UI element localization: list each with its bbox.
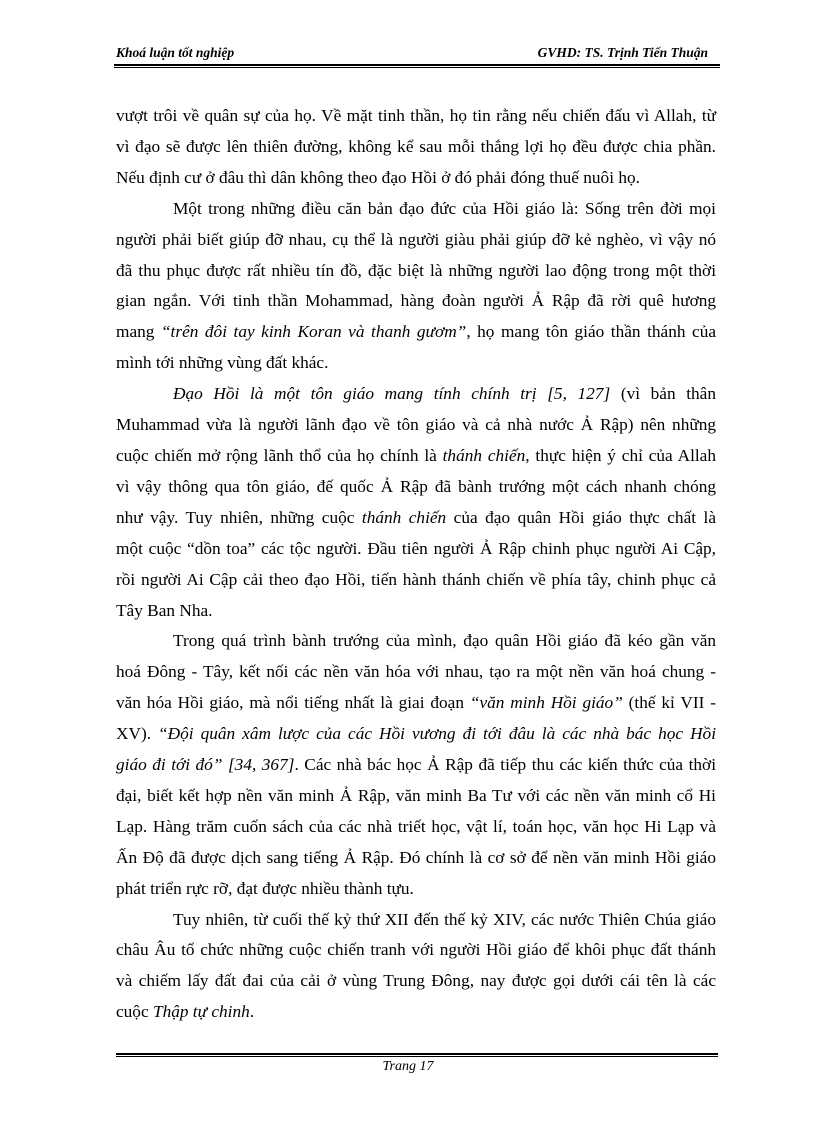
citation-text: Đạo Hồi là một tôn giáo mang tính chính trị [5, 127]	[173, 384, 611, 404]
text-line: văn hóa Hồi giáo, mà nổi tiếng nhất là giai đoạn “văn minh Hồi giáo” (thế kỉ VII -	[116, 693, 716, 713]
page-header	[114, 44, 720, 64]
text-line: XV). “Đội quân xâm lược của các Hồi vương đi tới đâu là các nhà bác học Hồi	[116, 724, 716, 744]
paragraph	[116, 626, 716, 904]
header-advisor-label: GVHD: TS. Trịnh Tiến Thuận	[537, 45, 708, 60]
page-number: Trang 17	[382, 1059, 434, 1074]
text-line: đã thu phục được rất nhiều tín đồ, đặc biệt là những người lao động trong một thời	[116, 260, 716, 280]
paragraph	[116, 905, 716, 1029]
text-line: như vậy. Tuy nhiên, những cuộc thánh chiến của đạo quân Hồi giáo thực chất là	[116, 507, 717, 527]
text-line: giáo đi tới đó” [34, 367]. Các nhà bác học Ả Rập đã tiếp thu các kiến thức của thời	[116, 755, 716, 775]
text-line: Tây Ban Nha.	[116, 600, 213, 620]
text-line: Đạo Hồi là một tôn giáo mang tính chính trị [5, 127] (vì bản thân	[173, 384, 716, 404]
text-line: Trong quá trình bành trướng của mình, đạo quân Hồi giáo đã kéo gần văn	[173, 631, 716, 651]
quoted-text: giáo đi tới đó” [34, 367]	[116, 755, 295, 775]
text-line: đại, biết kết hợp nền văn minh Ả Rập, văn minh Ba Tư với các nền văn minh cổ Hi	[116, 785, 716, 805]
document-body	[116, 101, 716, 1028]
text-line: Tuy nhiên, từ cuối thế kỷ thứ XII đến thế kỷ XIV, các nước Thiên Chúa giáo	[173, 909, 716, 929]
text-line: vì đạo sẽ được lên thiên đường, không kể sau mỗi thắng lợi họ đều được chia phần.	[116, 136, 716, 156]
text-line: hoá Đông - Tây, kết nối các nền văn hóa với nhau, tạo ra một nền văn hoá chung -	[116, 662, 716, 682]
text-line: mang “trên đôi tay kinh Koran và thanh gươm”, họ mang tôn giáo thần thánh của	[116, 322, 717, 342]
text-line: vì vậy thông qua tôn giáo, đế quốc Ả Rập đã bành trướng một cách nhanh chóng	[116, 476, 716, 496]
footer-rule-thin	[116, 1056, 718, 1057]
text-line: vượt trôi về quân sự của họ. Về mặt tinh thần, họ tin rằng nếu chiến đấu vì Allah, từ	[116, 106, 716, 125]
paragraph	[116, 101, 716, 194]
header-thesis-label: Khoá luận tốt nghiệp	[116, 45, 235, 60]
text-line: phát triển rực rỡ, đạt được nhiều thành tựu.	[116, 878, 414, 898]
text-line: Lạp. Hàng trăm cuốn sách của các nhà triết học, vật lí, toán học, văn học Hi Lạp và	[116, 816, 716, 836]
text-line: Ấn Độ đã được dịch sang tiếng Ả Rập. Đó chính là cơ sở để nền văn minh Hồi giáo	[116, 847, 716, 867]
paragraph	[116, 379, 716, 626]
header-rule-thin	[114, 67, 720, 68]
paragraph	[116, 194, 716, 379]
emphasis-text: thánh chiến	[361, 507, 447, 527]
text-line: cuộc Thập tự chinh.	[116, 1002, 255, 1022]
emphasis-text: Thập tự chinh	[152, 1002, 250, 1022]
text-line: một cuộc “dồn toa” các tộc người. Đầu tiên người Ả Rập chinh phục người Ai Cập,	[116, 538, 716, 558]
quoted-text: “trên đôi tay kinh Koran và thanh gươm”	[160, 322, 467, 342]
header-rule	[114, 64, 720, 66]
text-line: Nếu định cư ở đâu thì dân không theo đạo Hồi ở đó phải đóng thuế nuôi họ.	[116, 167, 640, 187]
text-line: mình tới những vùng đất khác.	[116, 353, 329, 373]
text-line: Một trong những điều căn bản đạo đức của Hồi giáo là: Sống trên đời mọi	[173, 198, 716, 218]
emphasis-text: thánh chiến	[442, 445, 526, 465]
text-line: cuộc chiến mở rộng lãnh thổ của họ chính là thánh chiến, thực hiện ý chỉ của Allah	[116, 445, 716, 465]
text-line: và chiếm lấy đất đai của cải ở vùng Trung Đông, nay được gọi dưới cái tên là các	[116, 971, 716, 991]
text-line: rồi người Ai Cập cải theo đạo Hồi, tiến hành thánh chiến về phía tây, chinh phục cả	[116, 569, 716, 589]
text-line: Muhammad vừa là người lãnh đạo về tôn giáo và cả nhà nước Ả Rập) nên những	[116, 415, 716, 435]
text-line: người phải biết giúp đỡ nhau, cụ thể là người giàu phải giúp đỡ kẻ nghèo, vì vậy nó	[116, 229, 716, 249]
text-line: gian ngắn. Với tinh thần Mohammad, hàng đoàn người Ả Rập đã rời quê hương	[116, 291, 716, 311]
text-line: châu Âu tổ chức những cuộc chiến tranh với người Hồi giáo để khôi phục đất thánh	[116, 940, 716, 960]
footer-rule	[116, 1053, 718, 1055]
quoted-text: “văn minh Hồi giáo”	[469, 693, 623, 713]
quoted-text: “Đội quân xâm lược của các Hồi vương đi tới đâu là các nhà bác học Hồi	[158, 724, 716, 744]
